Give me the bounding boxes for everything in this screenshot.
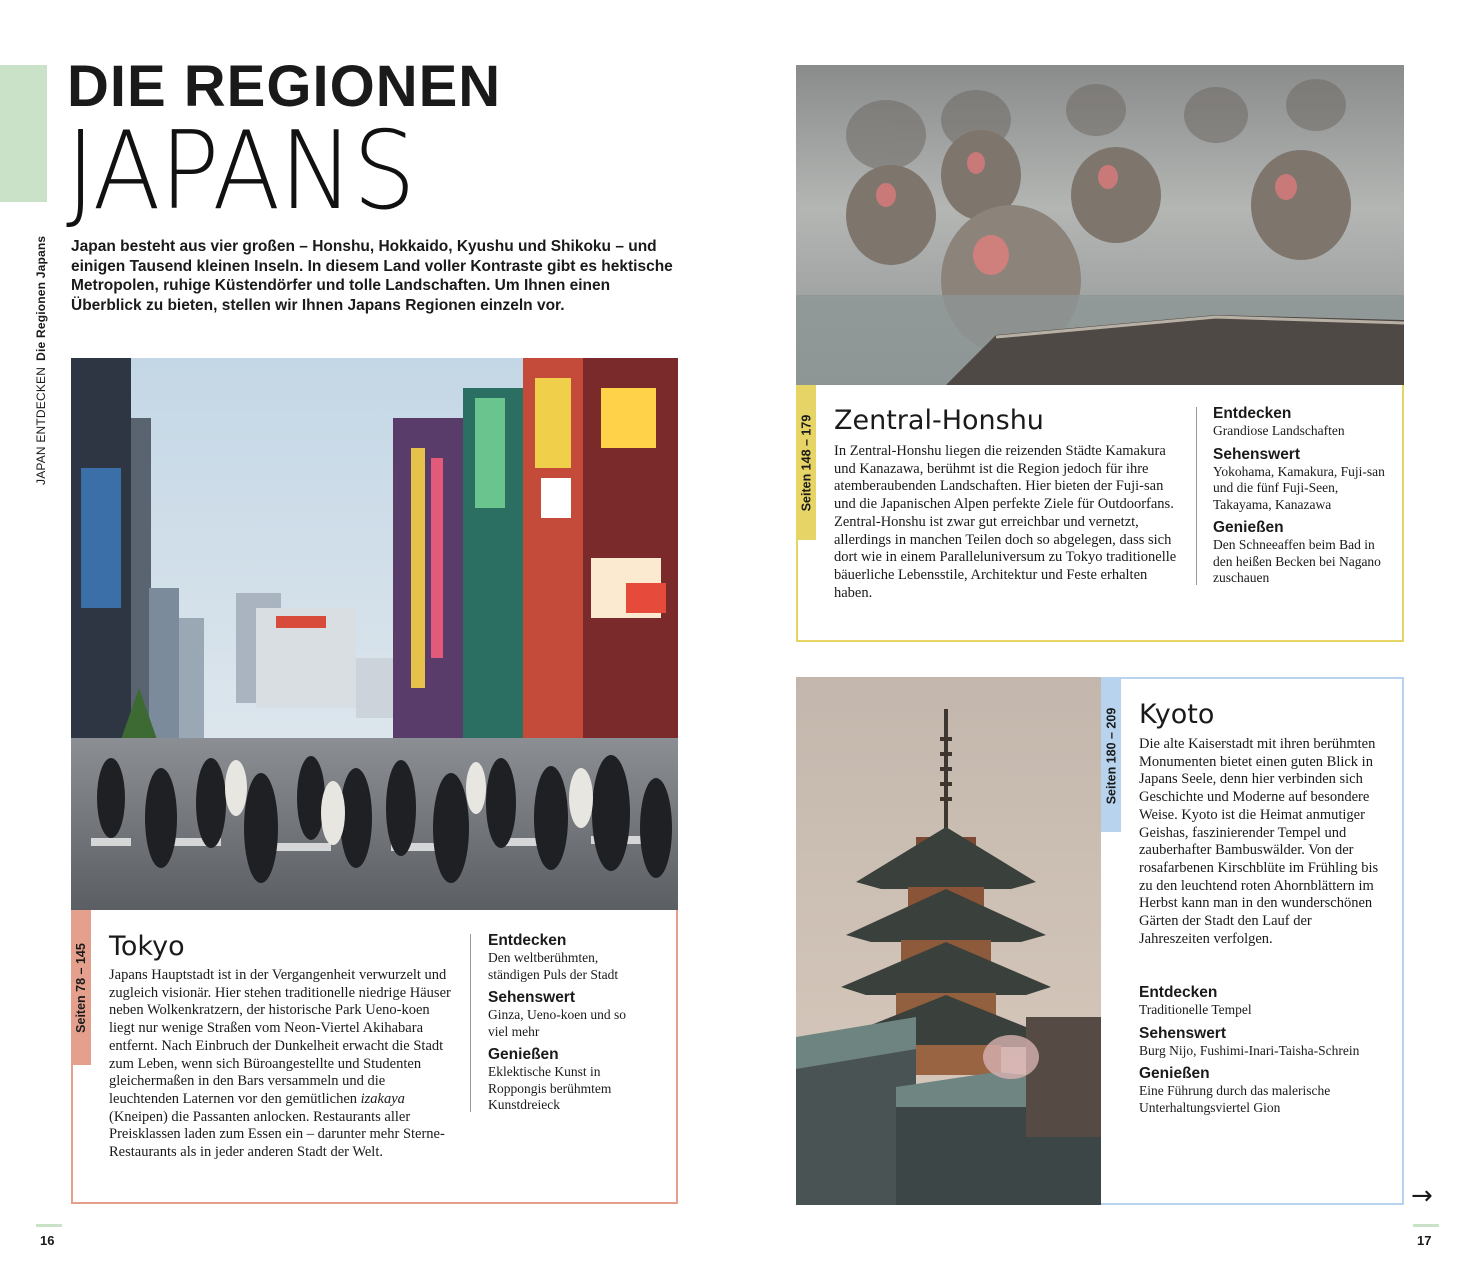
tokyo-body: Japans Hauptstadt ist in der Vergangenheit verwurzelt und zugleich visionär. Hier stehen traditionelle niedrige Häuser neben Wolkenkratzern, der historische Park Ueno-koen liegt nur wenige Straßen vom Neon-Viertel Akihabara entfernt. Nach Einbruch der Dunkelheit erwacht die Stadt zum Leben, wenn sich Büroangestellte und Studenten gleichermaßen in den Bars versammeln und die leuchtenden Laternen vor den gemütlichen izakaya (Kneipen) die Passanten anlocken. Restaurants aller Preisklassen laden zum Essen ein – darunter mehr Sterne-Restaurants als in jeder anderen Stadt der Welt. (109, 967, 451, 1161)
tokyo-pages-tab (71, 910, 91, 1065)
kyoto-pagoda-photo (796, 677, 1101, 1205)
tokyo-divider (470, 934, 471, 1112)
zentral-title: Zentral-Honshu (834, 405, 1044, 436)
fact-text: Eine Führung durch das malerische Unterhaltungsviertel Gion (1139, 1083, 1331, 1115)
fact-text: Yokohama, Kamakura, Fuji-san und die fünf Fuji-Seen, Takayama, Kanazawa (1213, 463, 1385, 512)
fact-text: Grandiose Landschaften (1213, 423, 1345, 438)
section-color-tab (0, 65, 47, 202)
fact-heading: Sehenswert (1213, 445, 1301, 463)
kyoto-facts (1139, 984, 1389, 1116)
kyoto-body: Die alte Kaiserstadt mit ihren berühmten Monumenten bietet einen guten Blick in Japans Seele, denn hier verbinden sich Geschichte und Moderne auf besondere Weise. Kyoto ist die Heimat anmutiger Geishas, faszinierender Tempel und zauberhafter Bambuswälder. Von der rosafarbenen Kirschblüte im Frühling bis zu den leuchtend roten Ahornblättern im Herbst kann man in den wunderschönen Gärten der Stadt den Lauf der Jahreszeiten verfolgen. (1139, 736, 1379, 947)
tokyo-facts (488, 932, 648, 1114)
page-number-left: 16 (40, 1233, 55, 1248)
fact-text: Eklektische Kunst in Roppongis berühmtem Kunstdreieck (488, 1064, 612, 1112)
chapter-label: Die Regionen Japans (34, 235, 48, 361)
fact-heading: Entdecken (1139, 984, 1218, 1001)
tokyo-street-photo (71, 358, 678, 910)
fact-text: Den weltberühmten, ständigen Puls der Stadt (488, 950, 619, 982)
page-number-right: 17 (1417, 1233, 1432, 1248)
fact-text: Traditionelle Tempel (1139, 1002, 1252, 1017)
fact-text: Ginza, Ueno-koen und so viel mehr (488, 1007, 626, 1039)
fact-text: Den Schneeaffen beim Bad in den heißen Becken bei Nagano zuschauen (1213, 537, 1381, 585)
zentral-divider (1196, 407, 1197, 585)
page-title-line2: JAPANS (66, 109, 415, 234)
page-title-line1: DIE REGIONEN (67, 54, 502, 119)
zentral-facts (1213, 405, 1397, 587)
fact-heading: Entdecken (488, 932, 567, 949)
zentral-body: In Zentral-Honshu liegen die reizenden Städte Kamakura und Kanazawa, berühmt ist die Region jedoch für ihre atemberaubenden Landschaften. Hier bieten der Fuji-san und die Japanischen Alpen perfekte Ziele für Outdoorfans. Zentral-Honshu ist zwar gut erreichbar und vernetzt, allerdings in manchen Teilen doch so abgelegen, dass sich dort wie in einem Paralleluniversum zu Tokyo traditionelle bäuerliche Lebensstile, Architektur und Feste erhalten haben. (834, 443, 1177, 601)
page-number-bar-right (1413, 1224, 1439, 1227)
kyoto-pages-label: Seiten 180 – 209 (1104, 707, 1119, 804)
arrow-right-icon[interactable]: → (1411, 1181, 1433, 1211)
zentral-pages-label: Seiten 148 – 179 (799, 414, 814, 511)
fact-heading: Sehenswert (488, 989, 576, 1006)
zentral-pages-tab (796, 385, 816, 540)
page-number-bar-left (36, 1224, 62, 1227)
tokyo-pages-label: Seiten 78 – 145 (74, 942, 88, 1033)
fact-heading: Entdecken (1213, 405, 1292, 422)
snow-monkeys-photo (796, 65, 1404, 385)
fact-heading: Genießen (1213, 519, 1284, 536)
fact-text: Burg Nijo, Fushimi-Inari-Taisha-Schrein (1139, 1042, 1360, 1058)
fact-heading: Sehenswert (1139, 1024, 1227, 1042)
kyoto-pages-tab (1101, 679, 1121, 832)
kyoto-title: Kyoto (1139, 699, 1215, 730)
fact-heading: Genießen (1139, 1065, 1210, 1082)
section-label: JAPAN ENTDECKEN (34, 366, 48, 485)
running-head (34, 236, 48, 485)
fact-heading: Genießen (488, 1046, 559, 1063)
tokyo-title: Tokyo (109, 931, 185, 962)
intro-paragraph: Japan besteht aus vier großen – Honshu, Hokkaido, Kyushu und Shikoku – und einigen Tausend kleinen Inseln. In diesem Land voller Kontraste gibt es hektische Metropolen, ruhige Küstendörfer und tolle Landschaften. Um Ihnen einen Überblick zu bieten, stellen wir Ihnen Japans Regionen einzeln vor. (71, 238, 673, 314)
